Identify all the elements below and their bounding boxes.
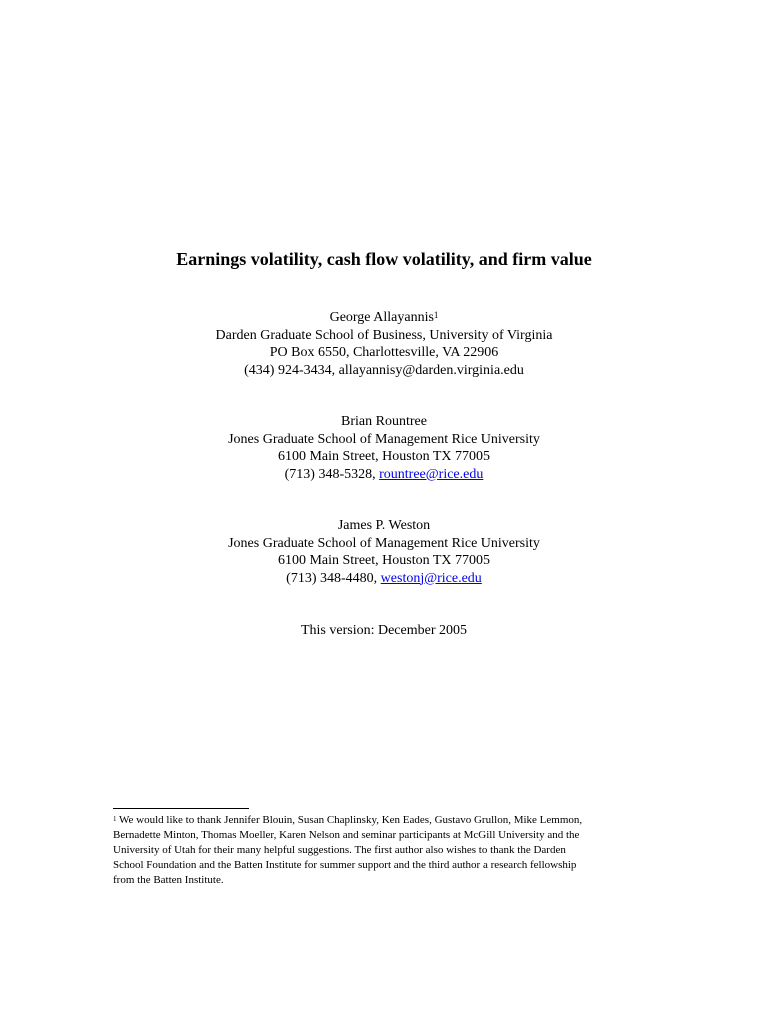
author-address: 6100 Main Street, Houston TX 77005 xyxy=(277,553,491,568)
author-phone: (713) 348-4480, xyxy=(286,570,381,586)
footnote-line: Bernadette Minton, Thomas Moeller, Karen Nelson and seminar participants at McGill University and the xyxy=(113,829,580,841)
author-email-link[interactable]: westonj@rice.edu xyxy=(380,570,482,586)
author-email: allayannisy@darden.virginia.edu xyxy=(338,362,524,378)
author-affiliation: Jones Graduate School of Management Rice University xyxy=(228,431,540,447)
footnote-marker: 1 xyxy=(113,815,117,823)
author-phone: (434) 924-3434, xyxy=(244,362,339,378)
author-block-allayannis xyxy=(0,309,768,379)
author-contact xyxy=(0,570,768,588)
footnote-line: from the Batten Institute. xyxy=(113,874,224,886)
footnote-line: School Foundation and the Batten Institute for summer support and the third author a research fellowship xyxy=(113,859,577,871)
author-phone: (713) 348-5328, xyxy=(284,466,380,482)
author-name xyxy=(0,309,768,327)
author-name: Brian Rountree xyxy=(341,414,427,429)
author-address: PO Box 6550, Charlottesville, VA 22906 xyxy=(269,345,499,360)
author-address: 6100 Main Street, Houston TX 77005 xyxy=(277,449,491,464)
author-email-link[interactable]: rountree@rice.edu xyxy=(379,466,484,482)
author-name-text: George Allayannis xyxy=(329,310,434,325)
author-name: James P. Weston xyxy=(337,518,431,533)
footnote-line-text: We would like to thank Jennifer Blouin, Susan Chaplinsky, Ken Eades, Gustavo Grullon, Mike Lemmon, xyxy=(116,814,583,826)
author-contact xyxy=(0,466,768,484)
author-block-weston xyxy=(0,517,768,587)
paper-title: Earnings volatility, cash flow volatility, and firm value xyxy=(176,249,592,269)
author-block-rountree xyxy=(0,413,768,483)
author-affiliation: Jones Graduate School of Management Rice University xyxy=(228,535,540,551)
footnote-divider xyxy=(113,808,249,809)
author-affiliation: Darden Graduate School of Business, University of Virginia xyxy=(215,327,553,343)
footnote xyxy=(113,813,658,888)
author-contact xyxy=(0,362,768,380)
footnote-line: University of Utah for their many helpful suggestions. The first author also wishes to thank the Darden xyxy=(113,844,566,856)
footnote-line xyxy=(113,813,658,828)
version-date: This version: December 2005 xyxy=(300,623,467,638)
footnote-marker: 1 xyxy=(433,310,439,320)
